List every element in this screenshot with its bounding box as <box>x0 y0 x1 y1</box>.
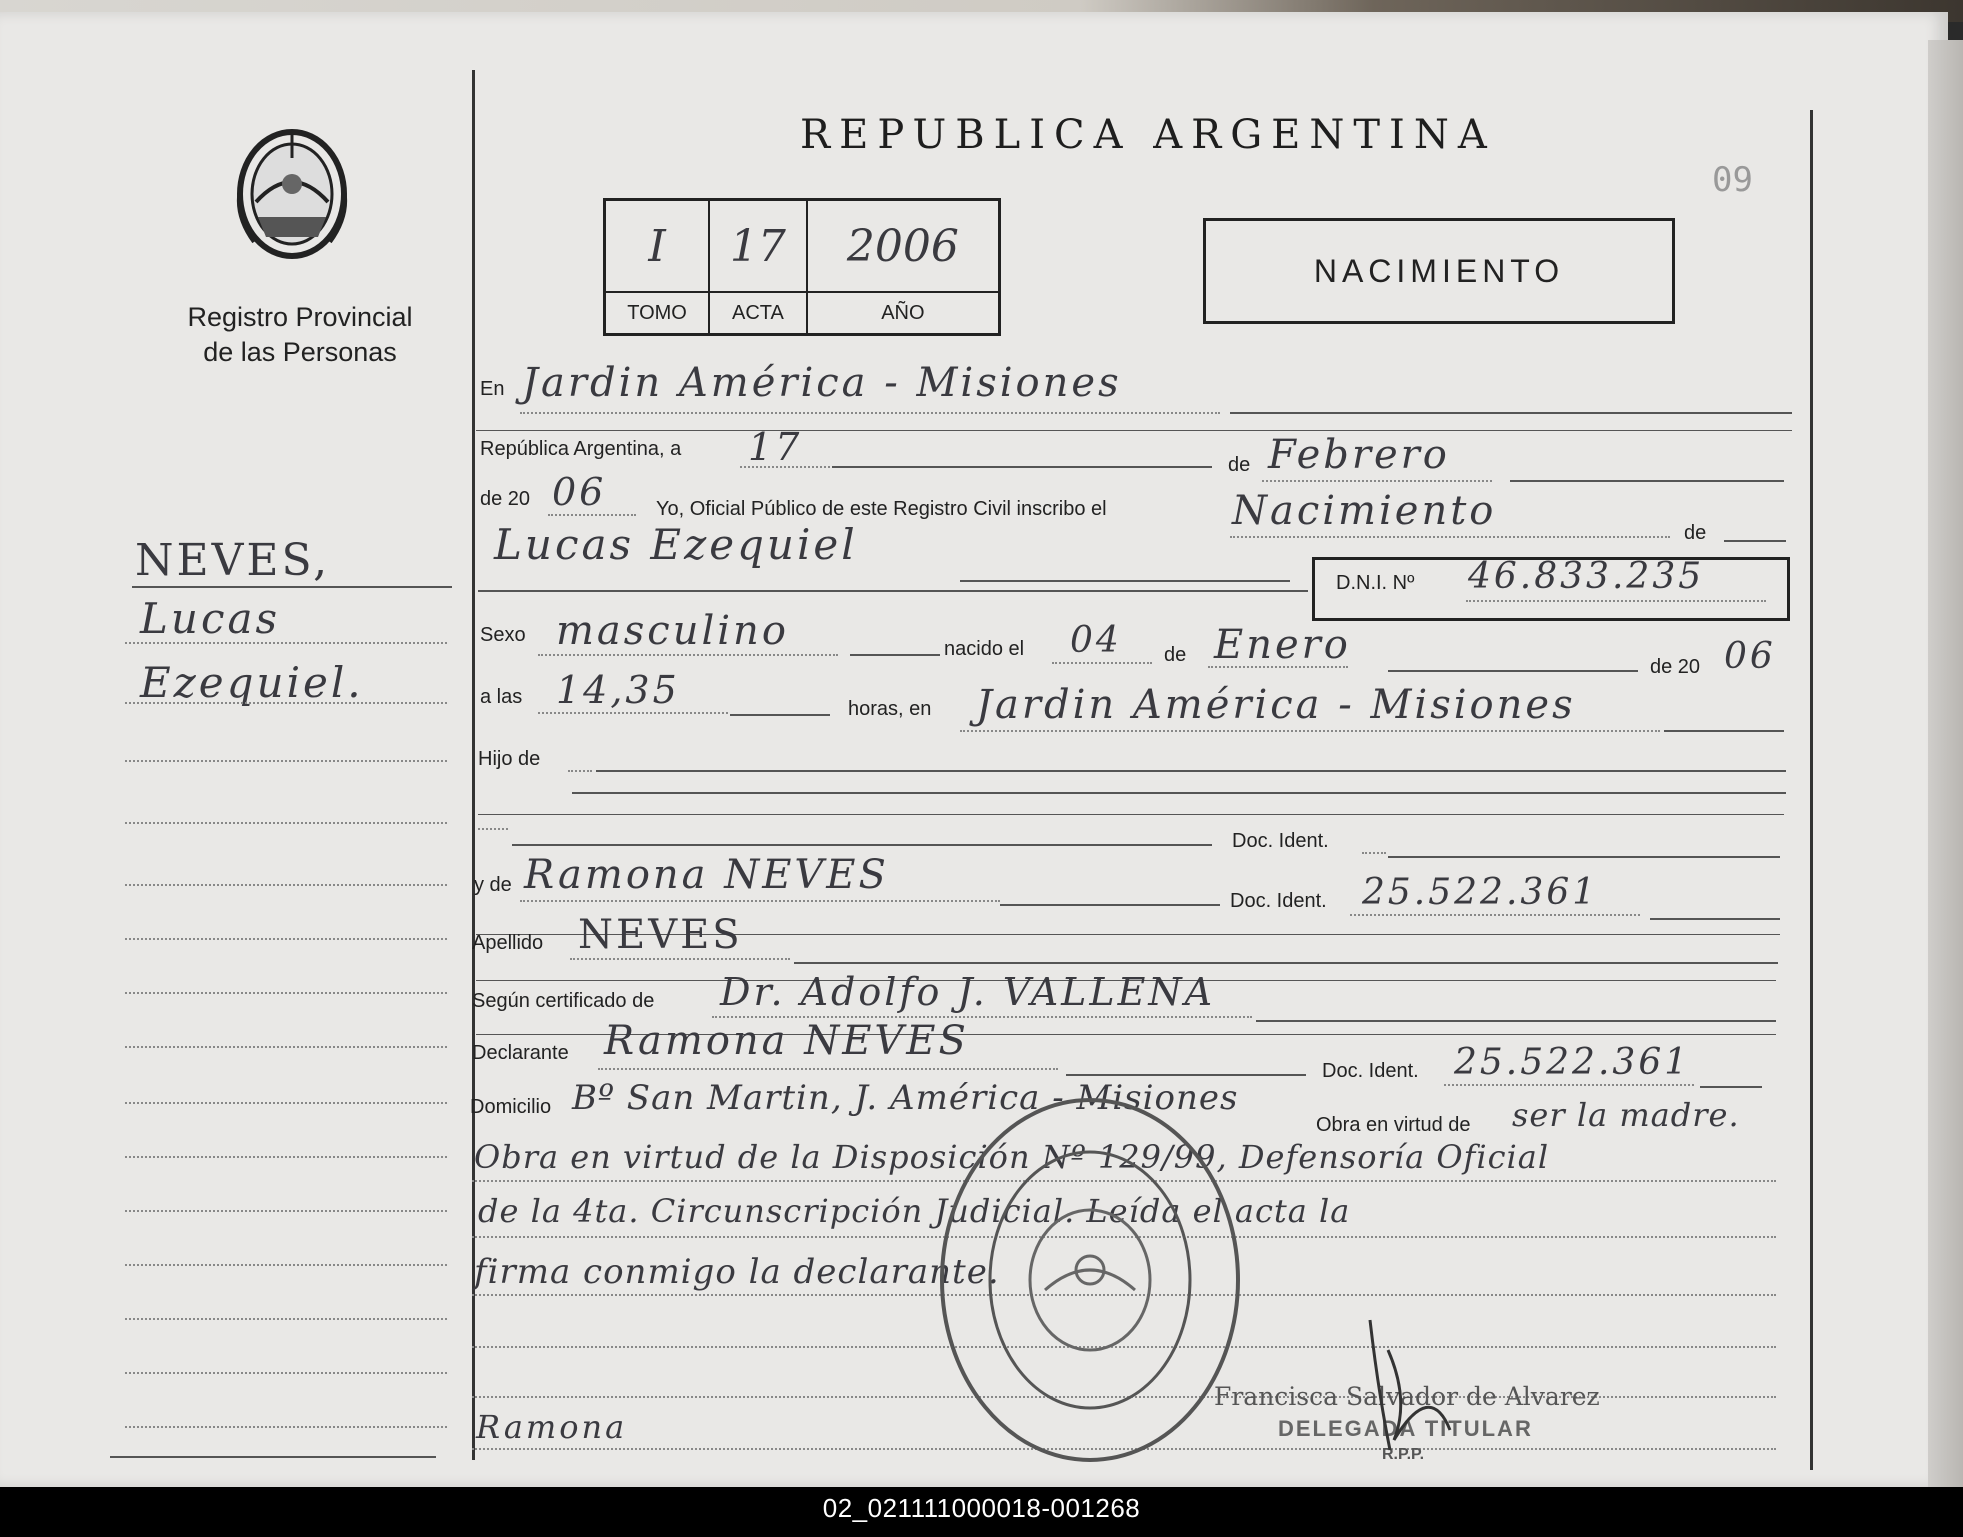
dni-number: 46.833.235 <box>1468 556 1705 597</box>
address: Bº San Martin, J. América - Misiones <box>572 1078 1239 1118</box>
official-initials: R.P.P. <box>1382 1446 1425 1463</box>
republica-label: República Argentina, a <box>480 438 682 460</box>
line <box>1650 918 1780 920</box>
doc-ident-label-3: Doc. Ident. <box>1322 1060 1419 1082</box>
yde-label: y de <box>474 874 512 896</box>
line <box>794 962 1778 964</box>
line <box>1388 856 1780 858</box>
de-label-3: de <box>1164 644 1187 666</box>
de20-label-2: de 20 <box>1650 656 1701 678</box>
declarante-label: Declarante <box>472 1042 569 1064</box>
line <box>960 730 1660 732</box>
line <box>478 828 508 830</box>
margin-underline <box>132 586 452 588</box>
birth-time: 14,35 <box>556 668 680 712</box>
line <box>1700 1086 1762 1088</box>
line <box>548 514 636 516</box>
margin-line <box>125 642 447 644</box>
misiones-coat-of-arms-icon <box>228 122 356 270</box>
page-edge <box>1928 40 1963 1487</box>
anio-value: 2006 <box>807 200 1000 293</box>
mother-name: Ramona NEVES <box>524 852 889 898</box>
declarant-doc: 25.522.361 <box>1454 1042 1691 1083</box>
birth-place: Jardin América - Misiones <box>976 682 1576 728</box>
inscribo-label: Yo, Oficial Público de este Registro Civil inscribo el <box>656 498 1107 520</box>
line <box>1724 540 1786 542</box>
declarant-name: Ramona NEVES <box>604 1018 969 1064</box>
official-stamp-icon <box>935 1090 1245 1470</box>
hijo-label: Hijo de <box>478 748 541 770</box>
footer-bar <box>0 1487 1963 1537</box>
line <box>570 958 790 960</box>
nacido-label: nacido el <box>944 638 1025 660</box>
note-line-3: firma conmigo la declarante. <box>474 1252 1000 1292</box>
horas-label: horas, en <box>848 698 932 720</box>
line <box>520 412 1220 414</box>
de20-label: de 20 <box>480 488 531 510</box>
right-border-line <box>1810 110 1813 1470</box>
line <box>740 466 830 468</box>
line <box>598 1068 1058 1070</box>
line <box>538 654 838 656</box>
en-label: En <box>480 378 505 400</box>
line <box>730 714 830 716</box>
birth-month: Enero <box>1214 622 1351 668</box>
tomo-value: I <box>605 200 710 293</box>
sex-value: masculino <box>556 608 789 654</box>
declarant-signature: Ramona <box>476 1408 628 1446</box>
margin-line <box>125 1426 447 1428</box>
line <box>572 792 1786 794</box>
certificado-label: Según certificado de <box>472 990 655 1012</box>
child-name: Lucas Ezequiel <box>494 520 858 569</box>
official-name: Francisca Salvador de Alvarez <box>1214 1382 1600 1411</box>
margin-line <box>125 1046 447 1048</box>
line <box>1230 536 1670 538</box>
registry-line-1: Registro Provincial <box>187 302 413 332</box>
line <box>478 590 1308 592</box>
acta-value: 17 <box>709 200 807 293</box>
line <box>1256 1020 1776 1022</box>
line <box>1000 904 1220 906</box>
act-type: Nacimiento <box>1232 488 1497 534</box>
obra-value: ser la madre. <box>1512 1096 1740 1134</box>
margin-line <box>125 822 447 824</box>
margin-line <box>125 938 447 940</box>
line <box>1230 412 1792 414</box>
margin-surname: NEVES, <box>135 535 331 586</box>
margin-line <box>125 702 447 704</box>
line <box>476 430 1792 431</box>
anio-label: AÑO <box>807 292 1000 335</box>
record-type: NACIMIENTO <box>1313 253 1565 289</box>
margin-line <box>125 884 447 886</box>
line <box>1066 1074 1306 1076</box>
line <box>1208 666 1348 668</box>
margin-given-name-2: Ezequiel. <box>140 658 364 707</box>
line <box>478 814 1784 815</box>
record-reference-table <box>603 198 1001 336</box>
registry-line-2: de las Personas <box>203 337 397 367</box>
de-label-2: de <box>1684 522 1707 544</box>
certifying-doctor: Dr. Adolfo J. VALLENA <box>720 970 1216 1014</box>
place-of-registration: Jardin América - Misiones <box>522 360 1122 406</box>
margin-line <box>125 1318 447 1320</box>
record-type-box <box>1203 218 1675 324</box>
official-signature-scribble <box>1350 1310 1470 1460</box>
alas-label: a las <box>480 686 523 708</box>
line <box>568 770 592 772</box>
margin-bottom-rule <box>110 1456 436 1458</box>
line <box>1444 1084 1694 1086</box>
margin-line <box>125 1264 447 1266</box>
margin-line <box>125 1156 447 1158</box>
line <box>512 844 1212 846</box>
doc-ident-label-2: Doc. Ident. <box>1230 890 1327 912</box>
margin-line <box>125 1372 447 1374</box>
margin-line <box>125 1102 447 1104</box>
line <box>1052 662 1152 664</box>
obra-label: Obra en virtud de <box>1316 1114 1471 1136</box>
margin-line <box>125 1210 447 1212</box>
tomo-label: TOMO <box>605 292 710 335</box>
line <box>596 770 1786 772</box>
birth-year: 06 <box>1724 636 1776 677</box>
official-role: DELEGADA TITULAR <box>1278 1416 1533 1441</box>
line <box>1510 480 1784 482</box>
line <box>850 654 940 656</box>
line <box>538 712 728 714</box>
margin-line <box>125 760 447 762</box>
image-id-caption: 02_021111000018-001268 <box>822 1493 1141 1523</box>
registration-day: 17 <box>748 425 803 469</box>
line <box>1350 914 1640 916</box>
line <box>1262 480 1492 482</box>
surname: NEVES <box>578 912 743 958</box>
apellido-label: Apellido <box>472 932 544 954</box>
birth-day: 04 <box>1070 620 1122 661</box>
note-line-2: de la 4ta. Circunscripción Judicial. Leída el acta la <box>478 1192 1351 1230</box>
document-title: REPUBLICA ARGENTINA <box>800 112 1496 158</box>
line <box>1362 852 1386 854</box>
doc-ident-label: Doc. Ident. <box>1232 830 1329 852</box>
dni-label: D.N.I. Nº <box>1336 572 1415 594</box>
margin-given-name-1: Lucas <box>140 594 281 643</box>
page-number: 09 <box>1712 160 1753 200</box>
line <box>1466 600 1766 602</box>
de-label: de <box>1228 454 1251 476</box>
line <box>1664 730 1784 732</box>
margin-line <box>125 992 447 994</box>
line <box>832 466 1212 468</box>
registration-month: Febrero <box>1268 432 1450 478</box>
line <box>960 580 1290 582</box>
mother-doc: 25.522.361 <box>1362 872 1599 913</box>
acta-label: ACTA <box>709 292 807 335</box>
sexo-label: Sexo <box>480 624 526 646</box>
line <box>520 900 1000 902</box>
registry-name <box>150 300 450 370</box>
domicilio-label: Domicilio <box>470 1096 552 1118</box>
line <box>1388 670 1638 672</box>
registration-year: 06 <box>552 470 607 514</box>
note-line-1: Obra en virtud de la Disposición Nº 129/99, Defensoría Oficial <box>474 1138 1550 1176</box>
